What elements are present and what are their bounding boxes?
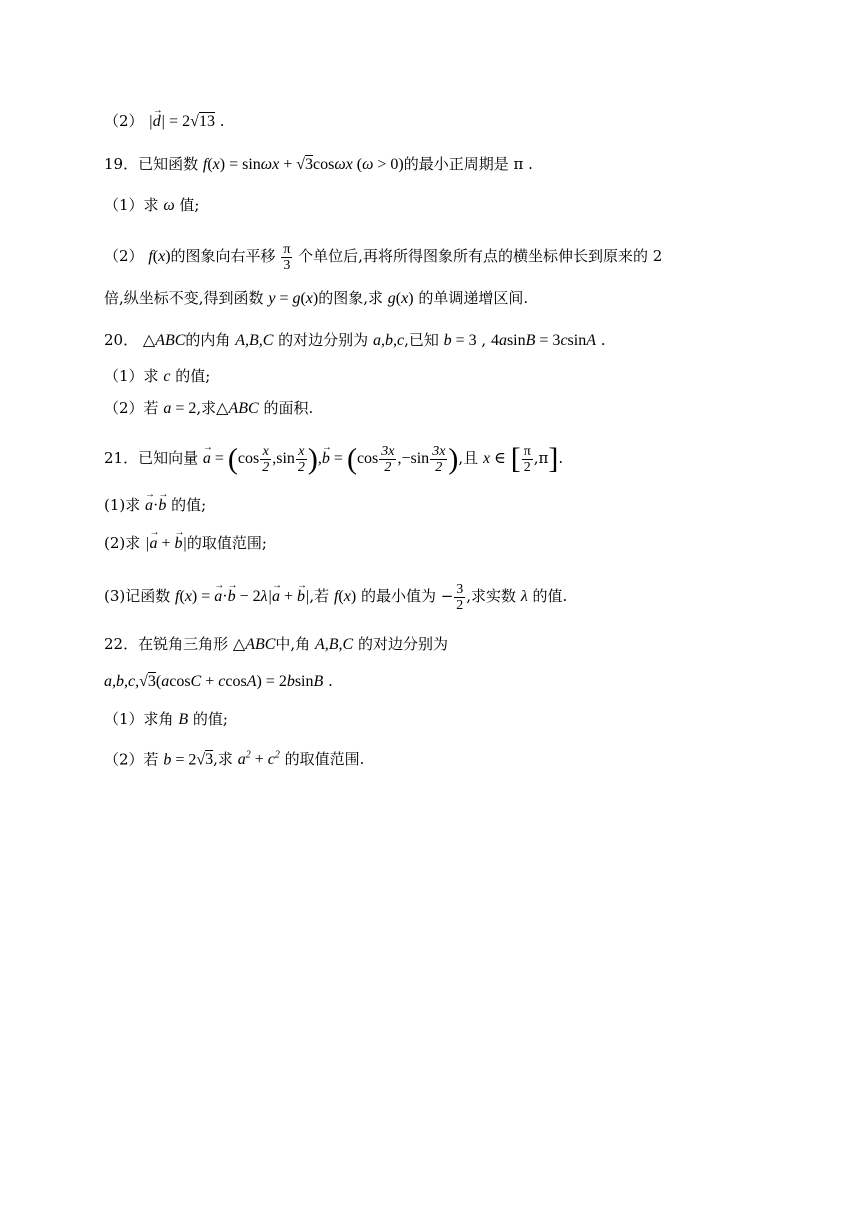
math-expression: a,b,c,√3(acosC + ccosA) = 2bsinB [104, 673, 324, 690]
part-label: （2）若 [104, 399, 159, 417]
math-expression: y = g(x) [268, 290, 319, 307]
problem-19-stem [104, 152, 760, 177]
problem-22-stem-cont [104, 669, 760, 694]
problem-text: 的内角 A,B,C 的对边分别为 a,b,c,已知 b = 3 , 4asinB = 3csinA . [185, 331, 606, 349]
math-expression: f(x) = → a·→ b − 2λ|→ a + → b| [175, 588, 309, 605]
part-text: ,求 $a^2 + c^2$ 的取值范围. [213, 750, 365, 769]
math-expression: ω [163, 197, 175, 214]
math-expression: → a·→ b [145, 497, 166, 514]
part-text: 倍,纵坐标不变,得到函数 [104, 289, 264, 307]
problem-22-stem [104, 632, 760, 657]
math-expression: → a = (cos $\frac{x}{2}$ ,sin $\frac{x}{2}$ ),→ b = (cos $\frac{3x}{2}$ ,−sin $\frac{3x}{2}$ ) [203, 450, 459, 467]
problem-19-part-2-cont [104, 286, 760, 311]
math-expression: f(x) [148, 248, 171, 265]
math-expression: b = 2√3 [163, 751, 214, 769]
math-expression: a = 2 [163, 400, 197, 417]
problem-20-stem [104, 328, 760, 353]
problem-number: 21．已知向量 [104, 449, 199, 467]
math-expression: △ABC [232, 636, 276, 653]
part-text: 值; [179, 196, 200, 214]
problem-number: 22．在锐角三角形 [104, 635, 229, 653]
part-text: ,若 f(x) 的最小值为 − $\frac{3}{2}$ ,求实数 λ 的值. [309, 581, 568, 613]
part-label: （1）求 [104, 367, 159, 385]
math-expression: △ABC [142, 332, 186, 349]
problem-19-part-2 [104, 240, 760, 273]
part-label: (1)求 [104, 496, 141, 514]
problem-21-part-1 [104, 493, 760, 518]
problem-20-part-1 [104, 364, 760, 389]
part-text: 的取值范围; [186, 534, 267, 552]
problem-19-part-1 [104, 193, 760, 218]
problem-number: 20． [104, 331, 139, 349]
part-text: 的图象,求 g(x) 的单调递增区间. [318, 289, 529, 307]
math-expression: B [178, 711, 189, 728]
part-text: 的值; [192, 710, 228, 728]
part-label: （2）若 [104, 750, 159, 769]
problem-text: 的最小正周期是 π . [403, 155, 533, 173]
problem-21-part-3 [104, 580, 760, 613]
part-label: (2)求 [104, 534, 141, 552]
problem-20-part-2 [104, 396, 760, 421]
problem-text: ,且 x ∈ [ $\frac{\pi}{2}$ ,π]. [458, 442, 564, 475]
part-label: （1）求角 [104, 710, 174, 728]
problem-number: 19．已知函数 [104, 155, 199, 173]
part-text: ,求△ABC 的面积. [196, 399, 314, 417]
math-expression: |→ d| = 2√13 [148, 113, 215, 130]
part-text: 的值; [171, 496, 207, 514]
problem-21-stem [104, 440, 760, 477]
math-expression: f(x) = sinωx + √3cosωx (ω > 0) [202, 156, 404, 173]
part-text: 的值; [175, 367, 211, 385]
problem-22-part-2 [104, 744, 760, 772]
part-text: 的图象向右平移 $\frac{\pi}{3}$ 个单位后,再将所得图象所有点的横坐标伸长到原来的 2 [170, 241, 663, 273]
problem-21-part-2 [104, 531, 760, 556]
answer-line-2 [104, 109, 760, 134]
item-suffix: . [219, 112, 225, 130]
item-prefix: （2） [104, 112, 144, 130]
problem-text: 中,角 A,B,C 的对边分别为 [275, 635, 448, 653]
part-label: (3)记函数 [104, 587, 171, 605]
problem-22-part-1 [104, 707, 760, 732]
problem-text: . [328, 672, 333, 690]
part-label: （2） [104, 247, 144, 265]
part-label: （1）求 [104, 196, 159, 214]
math-expression: c [163, 368, 171, 385]
math-expression: |→ a + → b| [145, 535, 187, 552]
